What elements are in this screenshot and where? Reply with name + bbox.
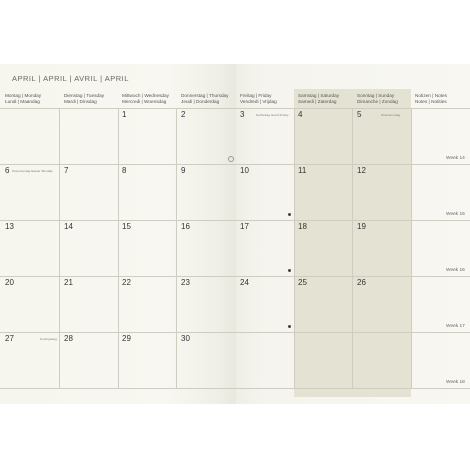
day-cell-30[interactable]: 30 (181, 334, 190, 343)
day-cell-1[interactable]: 1 (122, 110, 127, 119)
header-wednesday: Mittwoch | Wednesday Mercredi | Woensdag (122, 93, 169, 104)
day-cell-8[interactable]: 8 (122, 166, 127, 175)
day-cell-15[interactable]: 15 (122, 222, 131, 231)
moon-phase-icon (288, 325, 291, 328)
day-cell-21[interactable]: 21 (64, 278, 73, 287)
grid-line (0, 220, 470, 221)
header-tuesday: Dienstag | Tuesday Mardi | Dinsdag (64, 93, 105, 104)
grid-line (0, 388, 470, 389)
day-cell-3[interactable]: 3 (240, 110, 245, 119)
grid-line (411, 108, 412, 388)
week-label: Week 14 (446, 156, 465, 161)
grid-line (0, 276, 470, 277)
week-label: Week 15 (446, 212, 465, 217)
day-cell-11[interactable]: 11 (298, 166, 307, 175)
day-cell-4[interactable]: 4 (298, 110, 303, 119)
day-cell-19[interactable]: 19 (357, 222, 366, 231)
grid-line (0, 332, 470, 333)
day-cell-12[interactable]: 12 (357, 166, 366, 175)
holiday-label: Ostermontag Easter Monday (12, 169, 53, 173)
holiday-label: Ostersonntag (381, 113, 401, 117)
header-monday: Montag | Monday Lundi | Maandag (5, 93, 42, 104)
grid-line (0, 164, 470, 165)
grid-line (352, 108, 353, 388)
moon-phase-icon (288, 269, 291, 272)
day-cell-17[interactable]: 17 (240, 222, 249, 231)
holiday-label: Karfreitag Good Friday (256, 113, 289, 117)
day-cell-7[interactable]: 7 (64, 166, 69, 175)
holiday-label: Koningsdag (40, 337, 57, 341)
month-title: APRIL | APRIL | AVRIL | APRIL (12, 74, 129, 83)
moon-phase-icon (288, 213, 291, 216)
week-label: Week 18 (446, 380, 465, 385)
day-cell-18[interactable]: 18 (298, 222, 307, 231)
day-cell-13[interactable]: 13 (5, 222, 14, 231)
day-cell-16[interactable]: 16 (181, 222, 190, 231)
day-cell-29[interactable]: 29 (122, 334, 131, 343)
day-cell-10[interactable]: 10 (240, 166, 249, 175)
day-cell-24[interactable]: 24 (240, 278, 249, 287)
header-friday: Freitag | Friday Vendredi | Vrijdag (240, 93, 277, 104)
week-label: Week 17 (446, 324, 465, 329)
day-cell-23[interactable]: 23 (181, 278, 190, 287)
day-cell-14[interactable]: 14 (64, 222, 73, 231)
grid-line (0, 108, 470, 109)
header-sunday: Sonntag | Sunday Dimanche | Zondag (357, 93, 398, 104)
day-cell-27[interactable]: 27 (5, 334, 14, 343)
header-saturday: Samstag | Saturday Samedi | Zaterdag (298, 93, 340, 104)
header-thursday: Donnerstag | Thursday Jeudi | Donderdag (181, 93, 229, 104)
day-cell-2[interactable]: 2 (181, 110, 186, 119)
day-cell-6[interactable]: 6 (5, 166, 10, 175)
day-cell-5[interactable]: 5 (357, 110, 362, 119)
saturday-column (294, 89, 352, 397)
day-cell-25[interactable]: 25 (298, 278, 307, 287)
sunday-column (352, 89, 411, 397)
header-notes: Notizen | Notes Notes | Notities (415, 93, 447, 104)
moon-phase-icon (228, 156, 234, 162)
day-cell-28[interactable]: 28 (64, 334, 73, 343)
grid-line (294, 108, 295, 388)
day-cell-22[interactable]: 22 (122, 278, 131, 287)
day-cell-9[interactable]: 9 (181, 166, 186, 175)
day-cell-20[interactable]: 20 (5, 278, 14, 287)
day-cell-26[interactable]: 26 (357, 278, 366, 287)
grid-line (176, 108, 177, 388)
week-label: Week 16 (446, 268, 465, 273)
grid-line (59, 108, 60, 388)
grid-line (118, 108, 119, 388)
